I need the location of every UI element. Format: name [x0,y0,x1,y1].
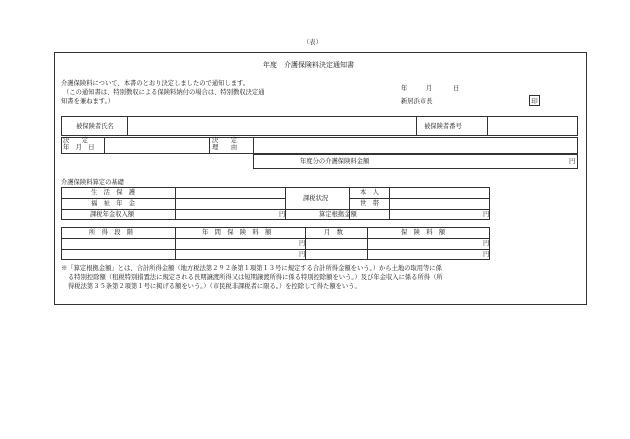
intro-line-1: 介護保険料について、本書のとおり決定しましたので通知します。 [61,80,250,87]
annual-amount-yen: 円 [569,158,576,165]
stages-header-months: 月 数 [324,229,343,236]
basis-pension-label: 福 祉 年 金 [91,200,136,207]
annual-amount-label: 年度分の介護保険料金額 [300,158,370,165]
table-label: （表） [303,39,322,46]
stages-row2-amount-yen: 円 [483,251,490,258]
total-income-label: 算定根拠金額 [319,211,357,218]
tax-self-label: 本 人 [360,189,379,196]
intro-line-2: （この通知書は、特別徴収による保険料納付の場合は、特別徴収決定通 [63,89,265,96]
note-line-1: ※「算定根拠金額」とは、合計所得金額（地方税法第２９２条第１項第１３号に規定する合計所得金額をいう。）から土地の取用等に係 [61,265,442,272]
decision-reason-label-1: 決 定 [212,137,238,144]
basis-welfare-label: 生 活 保 護 [91,189,136,196]
stages-header-annual: 年 間 保 険 料 額 [202,229,272,236]
stages-row1-amount-yen: 円 [483,240,490,247]
issuer: 新居浜市長 [401,98,433,105]
tax-status-label: 課税状況 [303,195,329,202]
stages-row1-annual-yen: 円 [299,240,306,247]
stages-header-amount: 保 険 料 額 [401,229,446,236]
basis-income-label: 課税年金収入額 [90,211,135,218]
insured-number-label: 被保険者番号 [424,123,462,130]
decision-box [61,137,578,154]
document-title: 年度 介護保険料決定通知書 [263,61,354,69]
basis-heading: 介護保険料算定の基礎 [61,179,124,186]
tax-household-label: 世 帯 [360,200,379,207]
insured-box [61,116,578,136]
decision-date-label-1: 決 定 [63,137,89,144]
basis-income-yen: 円 [279,211,286,218]
decision-date-label-2: 年 月 日 [63,144,95,151]
decision-reason-label-2: 理 由 [212,144,238,151]
date-month: 月 [426,85,433,92]
note-line-2: る特別控除額（租税特別措置法に規定される長期譲渡所得又は短期譲渡所得に係る特別控除額をいう。）及び年金収入に係る所得（所 [68,274,443,281]
note-line-3: 得税法第３５条第２項第１号に掲げる額をいう。）（市民税非課税者に限る。）を控除して得た額をいう。 [68,283,361,290]
insured-name-label: 被保険者氏名 [76,123,114,130]
total-income-yen: 円 [483,211,490,218]
date-day: 日 [453,85,460,92]
date-year: 年 [401,85,408,92]
stages-header-stage: 所 得 段 階 [89,229,134,236]
intro-line-3: 知書を兼ねます。） [61,98,115,105]
stages-row2-annual-yen: 円 [299,251,306,258]
seal-mark: 印 [529,95,540,106]
